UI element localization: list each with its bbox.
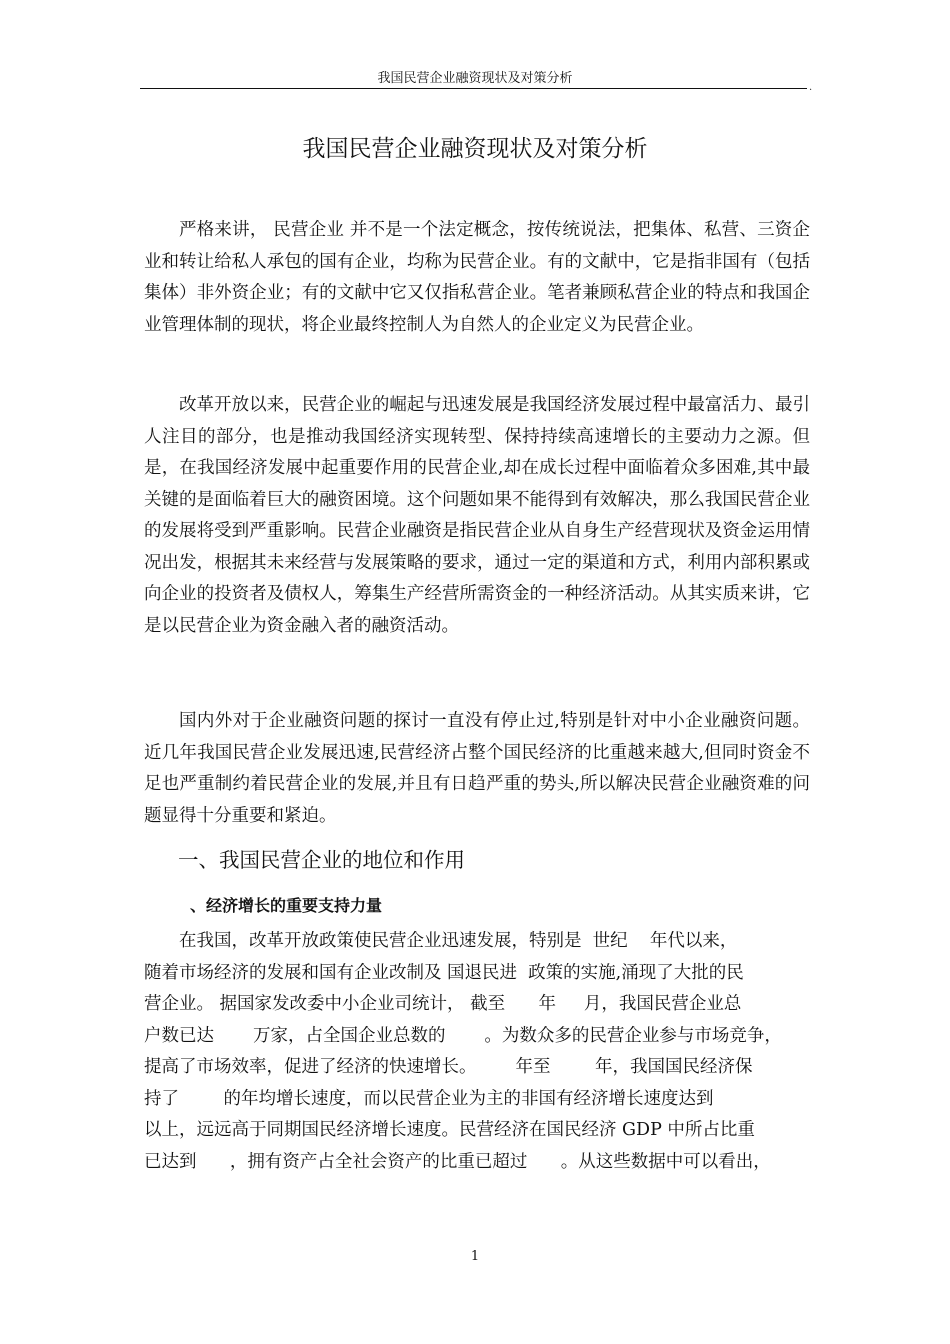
header-rule <box>140 88 807 89</box>
paragraph-4-line: 已达到 ，拥有资产占全社会资产的比重已超过 。从这些数据中可以看出， <box>144 1151 771 1172</box>
paragraph-3: 国内外对于企业融资问题的探讨一直没有停止过,特别是针对中小企业融资问题。近几年我国民营企业发展迅速,民营经济占整个国民经济的比重越来越大,但同时资金不足也严重制约着民营企业的发展,并且有日趋严重的势头,所以解决民营企业融资难的问题显得十分重要和紧迫。 <box>144 711 810 826</box>
paragraph-4-line: 持了 的年均增长速度，而以民营企业为主的非国有经济增长速度达到 <box>144 1088 714 1109</box>
section-heading: 一、我国民营企业的地位和作用 <box>178 848 465 872</box>
subsection-heading: 、经济增长的重要支持力量 <box>190 896 383 915</box>
page-number: 1 <box>470 1249 480 1264</box>
paragraph-2: 改革开放以来，民营企业的崛起与迅速发展是我国经济发展过程中最富活力、最引人注目的部分，也是推动我国经济实现转型、保持持续高速增长的主要动力之源。但是，在我国经济发展中起重要作用的民营企业,却在成长过程中面临着众多困难,其中最关键的是面临着巨大的融资困境。这个问题如果不能得到有效解决，那么我国民营企业的发展将受到严重影响。民营企业融资是指民营企业从自身生产经营现状及资金运用情况出发，根据其未来经营与发展策略的要求，通过一定的渠道和方式，利用内部积累或向企业的投资者及债权人，筹集生产经营所需资金的一种经济活动。从其实质来讲，它是以民营企业为资金融入者的融资活动。 <box>144 395 810 636</box>
paragraph-4-line: 营企业。 据国家发改委中小企业司统计， 截至 年 月，我国民营企业总 <box>144 994 742 1014</box>
paragraph-4-line: 户数已达 万家，占全国企业总数的 。为数众多的民营企业参与市场竞争， <box>144 1025 782 1046</box>
running-header: 我国民营企业融资现状及对策分析 <box>377 71 573 86</box>
paragraph-4-line: 在我国，改革开放政策使民营企业迅速发展，特别是 世纪 年代以来， <box>179 931 738 951</box>
header-mark: . <box>809 82 813 93</box>
paragraph-1: 严格来讲， 民营企业 并不是一个法定概念，按传统说法，把集体、私营、三资企业和转让给私人承包的国有企业，均称为民营企业。有的文献中，它是指非国有（包括集体）非外资企业；有的文献中它又仅指私营企业。笔者兼顾私营企业的特点和我国企业管理体制的现状，将企业最终控制人为自然人的企业定义为民营企业。 <box>144 220 810 335</box>
paragraph-4-line: 提高了市场效率，促进了经济的快速增长。 年至 年，我国国民经济保 <box>144 1057 753 1077</box>
paragraph-4-line: 随着市场经济的发展和国有企业改制及 国退民进 政策的实施,涌现了大批的民 <box>144 962 744 983</box>
document-title: 我国民营企业融资现状及对策分析 <box>302 136 648 163</box>
paragraph-4 <box>144 926 810 1178</box>
paragraph-4-line: 以上，远远高于同期国民经济增长速度。民营经济在国民经济 GDP 中所占比重 <box>144 1120 755 1140</box>
